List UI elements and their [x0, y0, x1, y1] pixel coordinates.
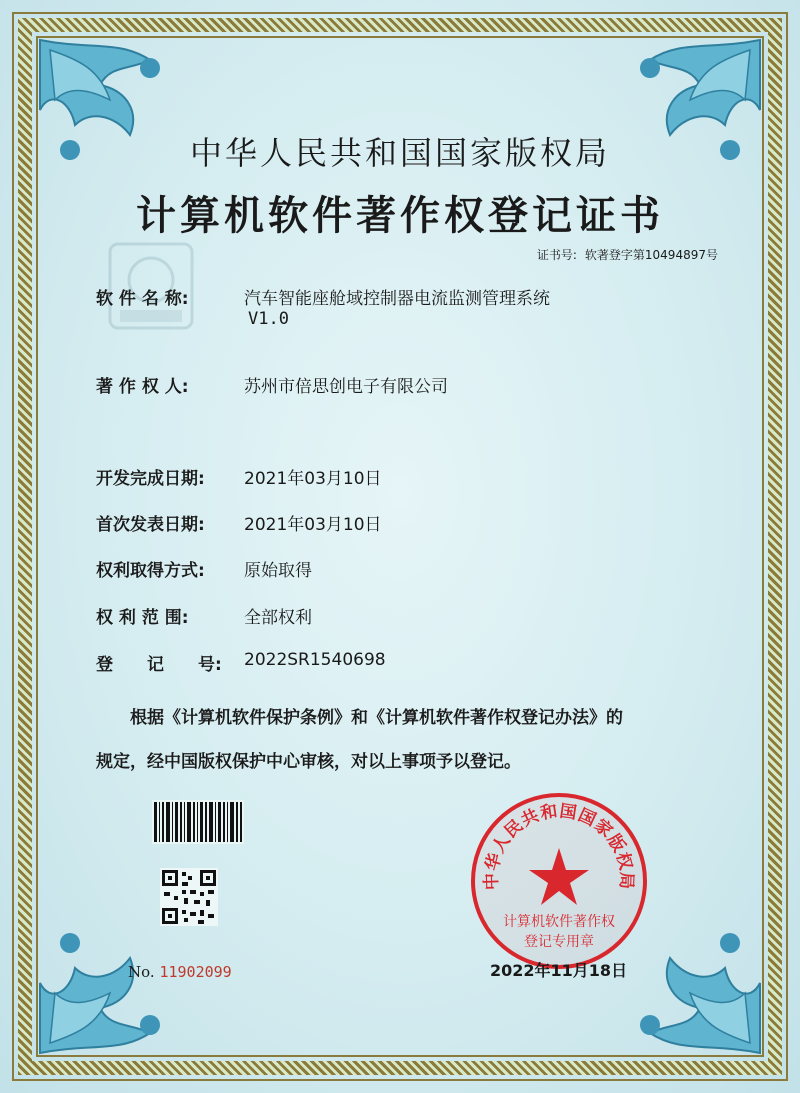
seal-line-2: 登记专用章 [524, 934, 594, 950]
serial-prefix: No. [128, 963, 155, 981]
certificate-number-value: 软著登字第10494897号 [584, 248, 718, 262]
registration-number-label: 登 记 号: [96, 655, 222, 675]
development-date-label: 开发完成日期: [96, 469, 205, 489]
serial-number [128, 963, 232, 981]
software-name-row [96, 284, 550, 309]
seal-line-1: 计算机软件著作权 [503, 914, 615, 930]
software-version: V1.0 [248, 309, 289, 329]
certificate-title: 计算机软件著作权登记证书 [136, 192, 664, 239]
registration-number-row [96, 650, 386, 675]
barcode-icon [152, 800, 244, 844]
corner-ornament-icon [600, 30, 770, 200]
software-name-value: 汽车智能座舱域控制器电流监测管理系统 [244, 289, 550, 309]
issuing-office: 中华人民共和国国家版权局 [189, 134, 610, 172]
development-date-row [96, 464, 382, 489]
qr-code-icon [160, 868, 218, 926]
serial-value: 11902099 [159, 963, 232, 981]
development-date-value: 2021年03月10日 [244, 469, 382, 489]
corner-ornament-icon [30, 30, 200, 200]
certificate-number [537, 246, 718, 263]
publication-date-row [96, 510, 382, 535]
acquisition-method-label: 权利取得方式: [96, 561, 205, 581]
acquisition-method-row [96, 556, 312, 581]
official-seal-icon [468, 790, 650, 972]
seal-arc-text: 中华人民共和国国家版权局 [481, 801, 637, 891]
registration-number-value: 2022SR1540698 [244, 650, 386, 670]
software-name-label: 软 件 名 称: [96, 289, 189, 309]
copyright-owner-label: 著 作 权 人: [96, 377, 189, 397]
copyright-owner-value: 苏州市倍思创电子有限公司 [244, 377, 448, 397]
acquisition-method-value: 原始取得 [244, 561, 312, 581]
rights-scope-row [96, 603, 312, 628]
rights-scope-value: 全部权利 [244, 608, 312, 628]
publication-date-value: 2021年03月10日 [244, 515, 382, 535]
copyright-owner-row [96, 372, 448, 397]
certificate-number-label: 证书号: [536, 248, 577, 262]
statement-line-1: 根据《计算机软件保护条例》和《计算机软件著作权登记办法》的 [130, 708, 623, 728]
issue-date: 2022年11月18日 [490, 961, 628, 980]
statement-line-2: 规定，经中国版权保护中心审核，对以上事项予以登记。 [96, 752, 521, 772]
rights-scope-label: 权 利 范 围: [96, 608, 189, 628]
publication-date-label: 首次发表日期: [96, 515, 205, 535]
